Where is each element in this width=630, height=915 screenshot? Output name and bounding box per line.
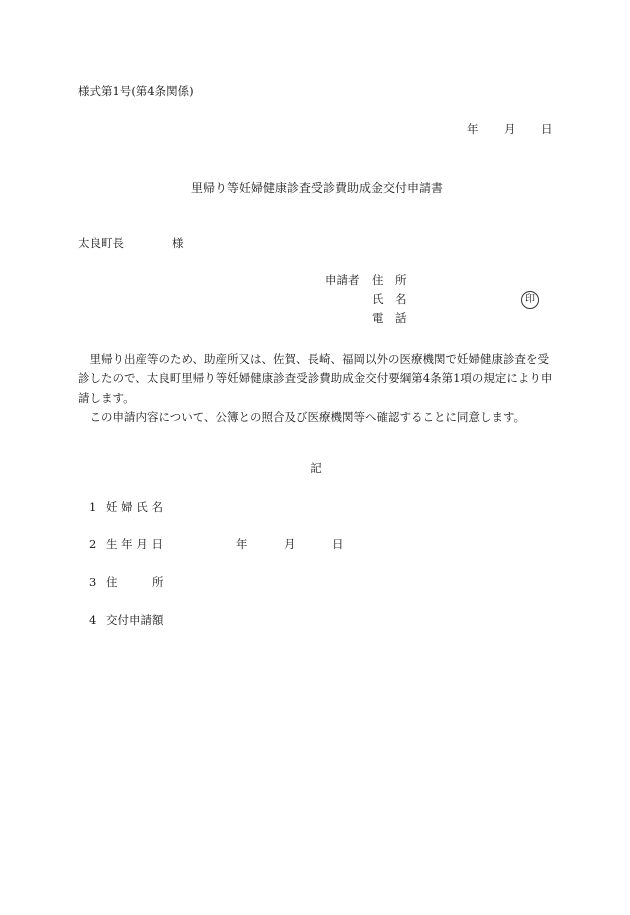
item-label: 妊 婦 氏 名 (106, 500, 163, 514)
applicant-address-label: 住 所 (372, 273, 407, 287)
date-day-label: 日 (541, 122, 553, 136)
item-label: 生 年 月 日 (106, 537, 163, 551)
item-label: 住 所 (106, 575, 164, 589)
item-number: 2 (89, 537, 97, 551)
statement-paragraph-1: 里帰り出産等のため、助産所又は、佐賀、長崎、福岡以外の医療機関で妊婦健康診査を受診したので、太良町里帰り等妊婦健康診査受診費助成金交付要綱第4条第1項の規定により申請します。 (78, 352, 553, 405)
date-year-label: 年 (467, 122, 479, 136)
item-label: 交付申請額 (106, 613, 164, 627)
applicant-phone-label: 電 話 (372, 311, 407, 325)
form-number: 様式第1号(第4条関係) (78, 84, 194, 98)
addressee (78, 236, 184, 250)
ki-heading: 記 (310, 461, 322, 475)
statement-paragraph-2: この申請内容について、公簿との照合及び医療機関等へ確認することに同意します。 (89, 409, 526, 424)
document-title: 里帰り等妊婦健康診査受診費助成金交付申請書 (190, 181, 443, 195)
dob-month-label: 月 (284, 537, 296, 551)
application-statement (78, 350, 556, 427)
applicant-name-label: 氏 名 (372, 292, 407, 306)
seal-mark: 印 (521, 291, 539, 309)
dob-year-label: 年 (236, 537, 248, 551)
item-number: 4 (89, 613, 97, 627)
addressee-honorific: 様 (172, 236, 184, 250)
item-number: 3 (89, 575, 97, 589)
applicant-label: 申請者 (325, 273, 360, 287)
dob-day-label: 日 (332, 537, 344, 551)
addressee-name: 太良町長 (78, 236, 124, 250)
item-number: 1 (89, 500, 97, 514)
date-month-label: 月 (504, 122, 516, 136)
